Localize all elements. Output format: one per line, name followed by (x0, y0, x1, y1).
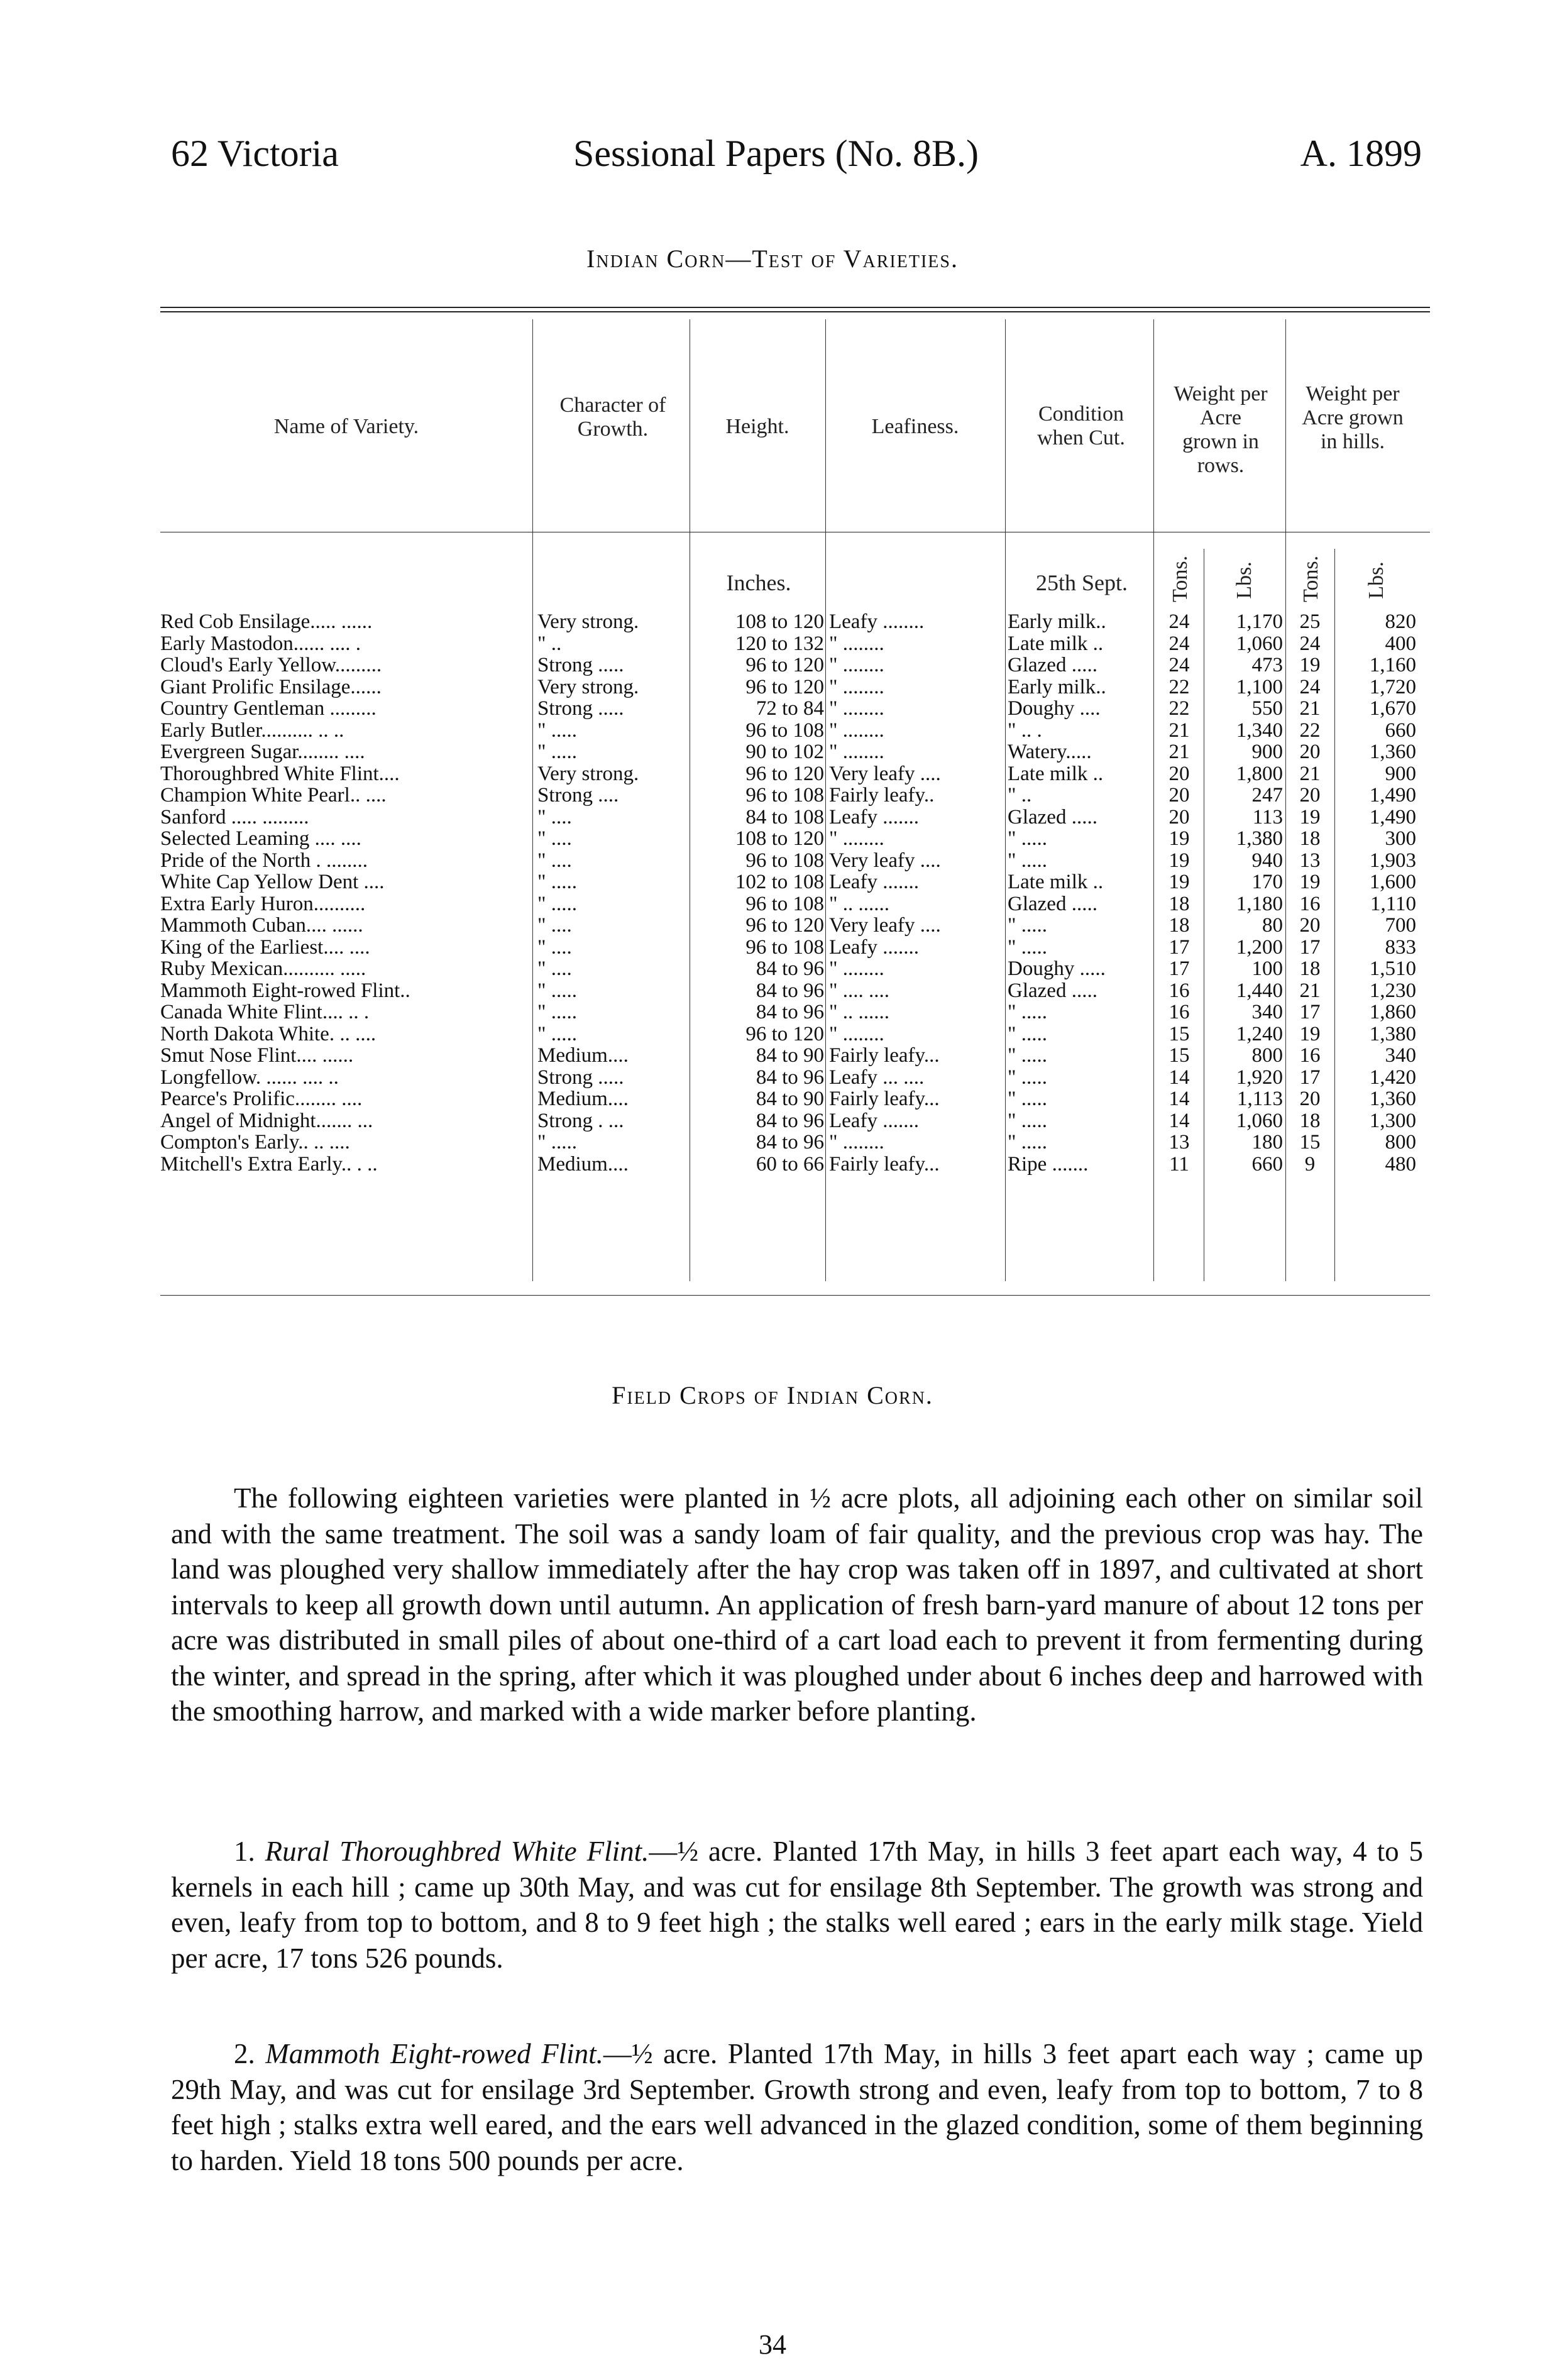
tons-rows: 18 (1168, 915, 1190, 937)
character-of-growth: " .... (537, 936, 572, 958)
table-row (160, 1132, 1430, 1154)
height-inches: 84 to 96 (756, 1110, 824, 1132)
tons-hills: 20 (1299, 741, 1321, 763)
lbs-rows: 1,200 (1236, 936, 1283, 958)
height-inches: 108 to 120 (735, 828, 824, 850)
variety-name: Compton's Early.. .. .... (160, 1132, 350, 1154)
running-head-right: A. 1899 (1300, 133, 1422, 174)
tons-hills: 20 (1299, 785, 1321, 807)
character-of-growth: " .... (537, 828, 572, 850)
header-condition: Condition when Cut. (1037, 402, 1125, 449)
tons-hills: 19 (1299, 1023, 1321, 1045)
lbs-hills: 300 (1385, 828, 1416, 850)
condition-when-cut: " .. . (1008, 719, 1042, 741)
condition-when-cut: " ..... (1008, 1088, 1047, 1110)
tons-hills: 24 (1299, 632, 1321, 654)
variety-name: King of the Earliest.... .... (160, 936, 370, 958)
tons-hills: 13 (1299, 849, 1321, 871)
condition-when-cut: " ..... (1008, 936, 1047, 958)
variety-name: Smut Nose Flint.... ...... (160, 1045, 354, 1067)
condition-when-cut: " ..... (1008, 1110, 1047, 1132)
section-title: Field Crops of Indian Corn. (612, 1381, 933, 1409)
condition-when-cut: Glazed ..... (1008, 654, 1097, 676)
height-inches: 96 to 108 (745, 893, 824, 915)
variety-name: Pride of the North . ........ (160, 849, 368, 871)
character-of-growth: " ..... (537, 979, 577, 1001)
lbs-rows: 473 (1251, 654, 1283, 676)
tons-hills: 17 (1299, 1066, 1321, 1088)
table-bottom-rule (160, 1295, 1430, 1296)
leafiness: Very leafy .... (829, 763, 941, 785)
lbs-hills: 1,600 (1369, 871, 1416, 893)
leafiness: " ........ (829, 632, 884, 654)
height-inches: 96 to 108 (745, 785, 824, 807)
table-row (160, 611, 1430, 633)
table-row (160, 1067, 1430, 1089)
header-name: Name of Variety. (273, 415, 419, 438)
height-inches: 84 to 90 (756, 1088, 824, 1110)
entry-text: —½ acre. Planted 17th May, in hills 3 feet apart each way, 4 to 5 kernels in each hill ; came up 30th May, and was cut for ensilage 8th September. The growth was strong and even, leafy from top to bottom, and 8 to 9 feet high ; the stalks well eared ; ears in the early milk stage. Yield per acre, 17 tons 526 pounds. (171, 1836, 1423, 1974)
table-row (160, 698, 1430, 720)
table-title: Indian Corn—Test of Varieties. (586, 245, 959, 273)
lbs-rows: 1,380 (1236, 828, 1283, 850)
lbs-rows: 340 (1251, 1001, 1283, 1023)
tons-rows: 24 (1168, 632, 1190, 654)
tons-hills: 22 (1299, 719, 1321, 741)
table-row (160, 785, 1430, 807)
variety-name: White Cap Yellow Dent .... (160, 871, 385, 893)
lbs-rows: 800 (1251, 1045, 1283, 1067)
variety-name: Sanford ..... ......... (160, 806, 309, 828)
leafiness: " ........ (829, 676, 884, 698)
height-inches: 72 to 84 (756, 698, 824, 720)
tons-hills: 19 (1299, 806, 1321, 828)
lbs-hills: 800 (1385, 1132, 1416, 1154)
table-body (160, 611, 1430, 1175)
variety-name: Thoroughbred White Flint.... (160, 763, 400, 785)
table-row (160, 1023, 1430, 1045)
intro-paragraph: The following eighteen varieties were planted in ½ acre plots, all adjoining each other on similar soil and with the same treatment. The soil was a sandy loam of fair quality, and the previous crop was hay. The land was ploughed very shallow immediately after the hay crop was taken off in 1897, and cultivated at short intervals to keep all growth down until autumn. An application of fresh barn-yard manure of about 12 tons per acre was distributed in small piles of about one-third of a cart load each to prevent it from fermenting during the winter, and spread in the spring, after which it was ploughed under about 6 inches deep and harrowed with the smoothing harrow, and marked with a wide marker before planting. (171, 1482, 1423, 1727)
character-of-growth: " ..... (537, 719, 577, 741)
tons-hills: 18 (1299, 828, 1321, 850)
leafiness: " .... .... (829, 979, 889, 1001)
leafiness: Leafy ....... (829, 871, 919, 893)
table-row (160, 720, 1430, 742)
running-head (171, 132, 1422, 182)
table-row (160, 741, 1430, 763)
variety-name: Mammoth Eight-rowed Flint.. (160, 979, 410, 1001)
lbs-rows: 100 (1251, 958, 1283, 980)
table-row (160, 893, 1430, 915)
tons-hills: 20 (1299, 915, 1321, 937)
tons-rows: 22 (1168, 676, 1190, 698)
character-of-growth: Strong ..... (537, 654, 624, 676)
table-row (160, 980, 1430, 1002)
variety-name: Mitchell's Extra Early.. . .. (160, 1153, 378, 1175)
lbs-rows: 1,180 (1236, 893, 1283, 915)
tons-rows: 15 (1168, 1045, 1190, 1067)
tons-hills: 16 (1299, 893, 1321, 915)
leafiness: " ........ (829, 828, 884, 850)
variety-name: Selected Leaming .... .... (160, 828, 361, 850)
character-of-growth: " .. (537, 632, 562, 654)
lbs-rows: 1,100 (1236, 676, 1283, 698)
tons-rows: 20 (1168, 806, 1190, 828)
character-of-growth: Strong ..... (537, 698, 624, 720)
character-of-growth: Very strong. (537, 676, 639, 698)
condition-when-cut: Doughy ..... (1008, 958, 1106, 980)
condition-when-cut: " ..... (1008, 1023, 1047, 1045)
height-inches: 96 to 108 (745, 719, 824, 741)
lbs-rows: 80 (1262, 915, 1283, 937)
subheader-inches: Inches. (726, 570, 791, 595)
lbs-hills: 1,420 (1369, 1066, 1416, 1088)
entry-variety-name: Rural Thoroughbred White Flint. (265, 1836, 649, 1867)
entry-variety-name: Mammoth Eight-rowed Flint. (265, 2038, 603, 2069)
lbs-rows: 1,800 (1236, 763, 1283, 785)
tons-hills: 15 (1299, 1132, 1321, 1154)
table-row (160, 633, 1430, 655)
lbs-hills: 900 (1385, 763, 1416, 785)
running-head-left: 62 Victoria (171, 133, 339, 174)
lbs-rows: 900 (1251, 741, 1283, 763)
table-row (160, 1045, 1430, 1067)
lbs-hills: 1,360 (1369, 1088, 1416, 1110)
character-of-growth: Medium.... (537, 1153, 629, 1175)
condition-when-cut: " ..... (1008, 828, 1047, 850)
table-row (160, 828, 1430, 850)
lbs-hills: 480 (1385, 1153, 1416, 1175)
entry-number: 2. (234, 2038, 255, 2069)
character-of-growth: " ..... (537, 871, 577, 893)
lbs-hills: 1,720 (1369, 676, 1416, 698)
tons-hills: 21 (1299, 763, 1321, 785)
height-inches: 96 to 120 (745, 915, 824, 937)
condition-when-cut: Late milk .. (1008, 871, 1104, 893)
height-inches: 84 to 96 (756, 1066, 824, 1088)
lbs-hills: 1,670 (1369, 698, 1416, 720)
leafiness: Fairly leafy... (829, 1045, 940, 1067)
header-weight-rows: Weight per Acre grown in rows. (1174, 382, 1268, 477)
lbs-hills: 1,510 (1369, 958, 1416, 980)
subheader-tons-hills: Tons. (1299, 555, 1322, 602)
character-of-growth: Very strong. (537, 763, 639, 785)
character-of-growth: Medium.... (537, 1088, 629, 1110)
leafiness: " ........ (829, 698, 884, 720)
variety-name: Pearce's Prolific........ .... (160, 1088, 363, 1110)
height-inches: 96 to 120 (745, 676, 824, 698)
lbs-rows: 660 (1251, 1153, 1283, 1175)
header-height: Height. (725, 415, 789, 438)
lbs-hills: 340 (1385, 1045, 1416, 1067)
height-inches: 84 to 108 (745, 806, 824, 828)
leafiness: Leafy ........ (829, 611, 925, 633)
lbs-hills: 660 (1385, 719, 1416, 741)
lbs-hills: 1,360 (1369, 741, 1416, 763)
lbs-hills: 1,490 (1369, 806, 1416, 828)
character-of-growth: " ..... (537, 1001, 577, 1023)
tons-rows: 19 (1168, 871, 1190, 893)
tons-rows: 17 (1168, 958, 1190, 980)
tons-rows: 18 (1168, 893, 1190, 915)
tons-rows: 24 (1168, 654, 1190, 676)
variety-name: Ruby Mexican.......... ..... (160, 958, 366, 980)
lbs-rows: 1,240 (1236, 1023, 1283, 1045)
lbs-rows: 550 (1251, 698, 1283, 720)
leafiness: Leafy ....... (829, 936, 919, 958)
character-of-growth: " ..... (537, 741, 577, 763)
lbs-rows: 170 (1251, 871, 1283, 893)
subheader-tons-rows: Tons. (1168, 555, 1192, 602)
lbs-hills: 833 (1385, 936, 1416, 958)
variety-name: Early Mastodon...... .... . (160, 632, 361, 654)
entry-text: —½ acre. Planted 17th May, in hills 3 feet apart each way ; came up 29th May, and was cut for ensilage 3rd September. Growth strong and even, leafy from top to bottom, 7 to 8 feet high ; stalks extra well eared, and the ears well advanced in the glazed condition, some of them beginning to harden. Yield 18 tons 500 pounds per acre. (171, 2038, 1424, 2176)
tons-rows: 14 (1168, 1066, 1190, 1088)
leafiness: Leafy ....... (829, 806, 919, 828)
variety-name: Cloud's Early Yellow......... (160, 654, 382, 676)
variety-name: Longfellow. ...... .... .. (160, 1066, 339, 1088)
tons-rows: 20 (1168, 785, 1190, 807)
height-inches: 102 to 108 (735, 871, 824, 893)
condition-when-cut: " ..... (1008, 1001, 1047, 1023)
lbs-rows: 1,113 (1236, 1088, 1283, 1110)
table-row (160, 1110, 1430, 1132)
subheader-lbs-hills: Lbs. (1365, 561, 1388, 599)
condition-when-cut: " ..... (1008, 1132, 1047, 1154)
tons-rows: 19 (1168, 849, 1190, 871)
condition-when-cut: Glazed ..... (1008, 893, 1097, 915)
variety-name: Early Butler.......... .. .. (160, 719, 344, 741)
tons-hills: 18 (1299, 958, 1321, 980)
lbs-rows: 1,060 (1236, 632, 1283, 654)
tons-hills: 19 (1299, 871, 1321, 893)
height-inches: 84 to 96 (756, 958, 824, 980)
tons-rows: 16 (1168, 1001, 1190, 1023)
condition-when-cut: Early milk.. (1008, 676, 1106, 698)
tons-rows: 19 (1168, 828, 1190, 850)
tons-rows: 17 (1168, 936, 1190, 958)
tons-rows: 14 (1168, 1088, 1190, 1110)
table-row (160, 850, 1430, 872)
character-of-growth: Strong . ... (537, 1110, 624, 1132)
condition-when-cut: " ..... (1008, 1045, 1047, 1067)
condition-when-cut: " .. (1008, 785, 1032, 807)
table-row (160, 807, 1430, 829)
character-of-growth: Medium.... (537, 1045, 629, 1067)
tons-rows: 21 (1168, 741, 1190, 763)
lbs-rows: 1,440 (1236, 979, 1283, 1001)
condition-when-cut: Watery..... (1008, 741, 1092, 763)
variety-entry (171, 2036, 1423, 2178)
height-inches: 84 to 96 (756, 979, 824, 1001)
lbs-hills: 1,160 (1369, 654, 1416, 676)
character-of-growth: " ..... (537, 893, 577, 915)
character-of-growth: " .... (537, 915, 572, 937)
lbs-hills: 1,903 (1369, 849, 1416, 871)
leafiness: " ........ (829, 958, 884, 980)
tons-hills: 17 (1299, 936, 1321, 958)
condition-when-cut: Ripe ....... (1008, 1153, 1089, 1175)
lbs-rows: 1,170 (1236, 611, 1283, 633)
table-row (160, 654, 1430, 676)
variety-name: Extra Early Huron.......... (160, 893, 366, 915)
variety-name: Country Gentleman ......... (160, 698, 377, 720)
variety-entry (171, 1834, 1423, 1976)
variety-name: Evergreen Sugar........ .... (160, 741, 365, 763)
character-of-growth: " .... (537, 849, 572, 871)
variety-name: Mammoth Cuban.... ...... (160, 915, 363, 937)
condition-when-cut: Glazed ..... (1008, 806, 1097, 828)
condition-when-cut: " ..... (1008, 915, 1047, 937)
condition-when-cut: " ..... (1008, 849, 1047, 871)
leafiness: Very leafy .... (829, 849, 941, 871)
character-of-growth: " ..... (537, 1023, 577, 1045)
leafiness: " .. ...... (829, 1001, 889, 1023)
height-inches: 96 to 120 (745, 1023, 824, 1045)
leafiness: " ........ (829, 1132, 884, 1154)
entry-number: 1. (234, 1836, 255, 1867)
tons-rows: 13 (1168, 1132, 1190, 1154)
lbs-hills: 1,110 (1370, 893, 1416, 915)
height-inches: 84 to 96 (756, 1001, 824, 1023)
tons-hills: 19 (1299, 654, 1321, 676)
tons-rows: 21 (1168, 719, 1190, 741)
table-row (160, 915, 1430, 937)
height-inches: 96 to 120 (745, 763, 824, 785)
tons-hills: 17 (1299, 1001, 1321, 1023)
table-row (160, 871, 1430, 893)
table-top-rule (160, 307, 1430, 308)
condition-when-cut: Early milk.. (1008, 611, 1106, 633)
header-leafiness: Leafiness. (871, 415, 959, 438)
leafiness: " ........ (829, 719, 884, 741)
lbs-rows: 113 (1252, 806, 1283, 828)
lbs-hills: 1,860 (1369, 1001, 1416, 1023)
tons-hills: 9 (1304, 1153, 1316, 1175)
leafiness: " ........ (829, 654, 884, 676)
header-character: Character of Growth. (559, 394, 666, 441)
variety-name: North Dakota White. .. .... (160, 1023, 377, 1045)
lbs-hills: 700 (1385, 915, 1416, 937)
height-inches: 96 to 120 (745, 654, 824, 676)
lbs-rows: 1,920 (1236, 1066, 1283, 1088)
leafiness: " ........ (829, 741, 884, 763)
tons-hills: 21 (1299, 979, 1321, 1001)
leafiness: Very leafy .... (829, 915, 941, 937)
variety-name: Angel of Midnight....... ... (160, 1110, 373, 1132)
height-inches: 96 to 108 (745, 936, 824, 958)
tons-hills: 20 (1299, 1088, 1321, 1110)
tons-hills: 16 (1299, 1045, 1321, 1067)
height-inches: 84 to 96 (756, 1132, 824, 1154)
character-of-growth: Strong ..... (537, 1066, 624, 1088)
lbs-hills: 1,230 (1369, 979, 1416, 1001)
leafiness: Fairly leafy.. (829, 785, 935, 807)
table-row (160, 1088, 1430, 1110)
lbs-hills: 1,490 (1369, 785, 1416, 807)
tons-rows: 22 (1168, 698, 1190, 720)
subheader-lbs-rows: Lbs. (1233, 561, 1256, 599)
character-of-growth: Strong .... (537, 785, 619, 807)
leafiness: Leafy ....... (829, 1110, 919, 1132)
lbs-hills: 820 (1385, 611, 1416, 633)
table-row (160, 958, 1430, 980)
variety-name: Red Cob Ensilage..... ...... (160, 611, 373, 633)
lbs-rows: 940 (1251, 849, 1283, 871)
page-number: 34 (759, 2329, 786, 2360)
character-of-growth: " ..... (537, 1132, 577, 1154)
condition-when-cut: Doughy .... (1008, 698, 1101, 720)
height-inches: 108 to 120 (735, 611, 824, 633)
table-row (160, 676, 1430, 698)
tons-rows: 15 (1168, 1023, 1190, 1045)
lbs-rows: 247 (1251, 785, 1283, 807)
leafiness: Fairly leafy... (829, 1088, 940, 1110)
tons-hills: 18 (1299, 1110, 1321, 1132)
tons-rows: 20 (1168, 763, 1190, 785)
condition-when-cut: Glazed ..... (1008, 979, 1097, 1001)
condition-when-cut: Late milk .. (1008, 632, 1104, 654)
variety-name: Giant Prolific Ensilage...... (160, 676, 382, 698)
table-row (160, 1001, 1430, 1023)
height-inches: 84 to 90 (756, 1045, 824, 1067)
tons-hills: 25 (1299, 611, 1321, 633)
character-of-growth: Very strong. (537, 611, 639, 633)
table-top-rule-2 (160, 311, 1430, 312)
tons-rows: 24 (1168, 611, 1190, 633)
tons-hills: 21 (1299, 698, 1321, 720)
lbs-hills: 1,380 (1369, 1023, 1416, 1045)
subheader-date: 25th Sept. (1035, 570, 1128, 595)
tons-rows: 16 (1168, 979, 1190, 1001)
tons-rows: 11 (1169, 1153, 1189, 1175)
height-inches: 60 to 66 (756, 1153, 824, 1175)
height-inches: 90 to 102 (745, 741, 824, 763)
table-row (160, 937, 1430, 959)
character-of-growth: " .... (537, 958, 572, 980)
height-inches: 120 to 132 (735, 632, 824, 654)
table-row (160, 1154, 1430, 1176)
variety-name: Canada White Flint.... .. . (160, 1001, 370, 1023)
header-weight-hills: Weight per Acre grown in hills. (1302, 382, 1404, 453)
leafiness: " ........ (829, 1023, 884, 1045)
condition-when-cut: " ..... (1008, 1066, 1047, 1088)
lbs-rows: 1,340 (1236, 719, 1283, 741)
character-of-growth: " .... (537, 806, 572, 828)
leafiness: Leafy ... .... (829, 1066, 925, 1088)
condition-when-cut: Late milk .. (1008, 763, 1104, 785)
tons-hills: 24 (1299, 676, 1321, 698)
leafiness: " .. ...... (829, 893, 889, 915)
tons-rows: 14 (1168, 1110, 1190, 1132)
table-row (160, 763, 1430, 785)
lbs-hills: 400 (1385, 632, 1416, 654)
lbs-hills: 1,300 (1369, 1110, 1416, 1132)
variety-name: Champion White Pearl.. .... (160, 785, 387, 807)
lbs-rows: 180 (1251, 1132, 1283, 1154)
running-head-center: Sessional Papers (No. 8B.) (573, 133, 979, 174)
height-inches: 96 to 108 (745, 849, 824, 871)
lbs-rows: 1,060 (1236, 1110, 1283, 1132)
leafiness: Fairly leafy... (829, 1153, 940, 1175)
